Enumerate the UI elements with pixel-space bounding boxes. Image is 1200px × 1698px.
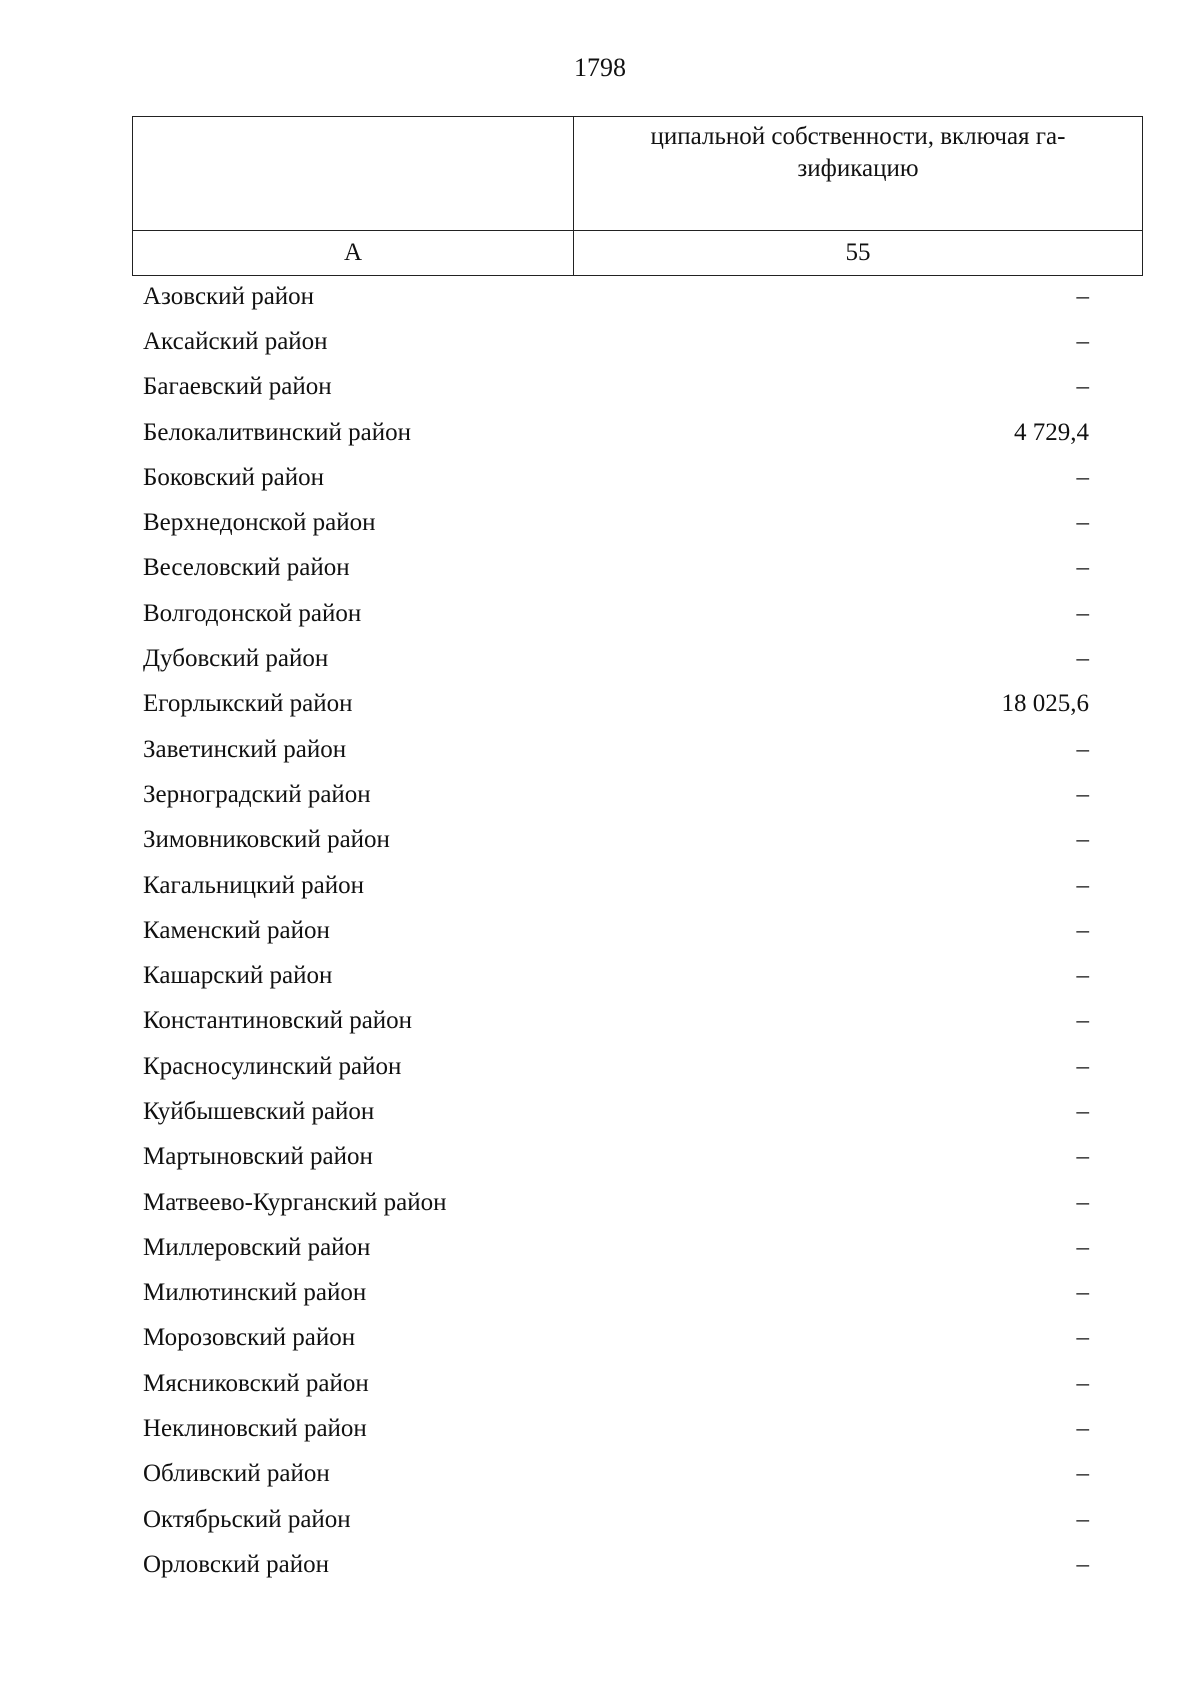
- district-value: –: [1076, 1188, 1089, 1216]
- table-row: [143, 1135, 1089, 1180]
- table-row: [143, 1406, 1089, 1451]
- district-value: –: [1076, 1279, 1089, 1307]
- column-numbers-row: [133, 231, 1143, 276]
- district-name: Боковский район: [143, 463, 324, 491]
- table-row: [143, 319, 1089, 364]
- district-value: 4 729,4: [1014, 418, 1089, 446]
- table-row: [143, 500, 1089, 545]
- district-name: Неклиновский район: [143, 1415, 367, 1443]
- district-value: –: [1076, 1550, 1089, 1578]
- district-value: –: [1076, 554, 1089, 582]
- table-row: [143, 953, 1089, 998]
- table-row: [143, 999, 1089, 1044]
- district-value: –: [1076, 1415, 1089, 1443]
- district-name: Матвеево-Курганский район: [143, 1188, 447, 1216]
- page-number: 1798: [574, 53, 626, 82]
- table-row: [143, 410, 1089, 455]
- table-row: [143, 1044, 1089, 1089]
- district-value: –: [1076, 871, 1089, 899]
- table-row: [143, 818, 1089, 863]
- district-name: Мартыновский район: [143, 1143, 373, 1171]
- district-value: –: [1076, 1324, 1089, 1352]
- table-row: [143, 365, 1089, 410]
- column-number-a: А: [133, 231, 574, 276]
- table-row: [143, 1180, 1089, 1225]
- district-name: Миллеровский район: [143, 1233, 371, 1261]
- district-name: Орловский район: [143, 1550, 329, 1578]
- district-value: –: [1076, 1097, 1089, 1125]
- district-value: –: [1076, 373, 1089, 401]
- district-value: –: [1076, 509, 1089, 537]
- table-header-row: [133, 117, 1143, 231]
- district-value: –: [1076, 735, 1089, 763]
- district-value: –: [1076, 645, 1089, 673]
- district-name: Багаевский район: [143, 373, 332, 401]
- district-name: Заветинский район: [143, 735, 347, 763]
- table-row: [143, 1542, 1089, 1587]
- table-row: [143, 863, 1089, 908]
- district-value: –: [1076, 282, 1089, 310]
- table-row: [143, 772, 1089, 817]
- table-row: [143, 727, 1089, 772]
- table-row: [143, 1225, 1089, 1270]
- district-name: Белокалитвинский район: [143, 418, 411, 446]
- header-cell-value-line-2: зификацию: [797, 155, 919, 182]
- district-value: –: [1076, 826, 1089, 854]
- table-header: [132, 116, 1143, 276]
- district-name: Егорлыкский район: [143, 690, 353, 718]
- district-name: Волгодонской район: [143, 599, 362, 627]
- district-value: –: [1076, 1505, 1089, 1533]
- table-row: [143, 682, 1089, 727]
- table-row: [143, 1089, 1089, 1134]
- district-value: –: [1076, 1052, 1089, 1080]
- district-name: Константиновский район: [143, 1007, 413, 1035]
- district-value: –: [1076, 1369, 1089, 1397]
- district-value: –: [1076, 1143, 1089, 1171]
- header-cell-value-line-1: ципальной собственности, включая га-: [650, 123, 1066, 150]
- district-name: Каменский район: [143, 916, 330, 944]
- district-name: Кашарский район: [143, 962, 333, 990]
- district-value: –: [1076, 780, 1089, 808]
- district-value: –: [1076, 916, 1089, 944]
- district-name: Милютинский район: [143, 1279, 367, 1307]
- district-name: Куйбышевский район: [143, 1097, 375, 1125]
- table-row: [143, 1361, 1089, 1406]
- table-row: [143, 546, 1089, 591]
- district-value: –: [1076, 1233, 1089, 1261]
- district-name: Октябрьский район: [143, 1505, 351, 1533]
- table-row: [143, 908, 1089, 953]
- district-name: Кагальницкий район: [143, 871, 365, 899]
- table-row: [143, 1497, 1089, 1542]
- district-value: –: [1076, 463, 1089, 491]
- district-name: Обливский район: [143, 1460, 330, 1488]
- district-list: [143, 274, 1089, 1588]
- table-row: [143, 1271, 1089, 1316]
- header-cell-name: [133, 117, 574, 231]
- district-name: Аксайский район: [143, 327, 328, 355]
- district-name: Морозовский район: [143, 1324, 356, 1352]
- table-row: [143, 274, 1089, 319]
- district-name: Зерноградский район: [143, 780, 371, 808]
- column-number-b: 55: [574, 231, 1143, 276]
- district-value: –: [1076, 1007, 1089, 1035]
- table-row: [143, 636, 1089, 681]
- district-value: –: [1076, 962, 1089, 990]
- district-name: Верхнедонской район: [143, 509, 376, 537]
- district-name: Дубовский район: [143, 645, 329, 673]
- district-value: –: [1076, 599, 1089, 627]
- district-name: Зимовниковский район: [143, 826, 390, 854]
- district-name: Красносулинский район: [143, 1052, 402, 1080]
- table-row: [143, 1316, 1089, 1361]
- district-value: –: [1076, 327, 1089, 355]
- table-row: [143, 455, 1089, 500]
- table-row: [143, 1452, 1089, 1497]
- header-cell-value: [574, 117, 1143, 231]
- district-name: Мясниковский район: [143, 1369, 369, 1397]
- district-name: Веселовский район: [143, 554, 350, 582]
- district-value: 18 025,6: [1001, 690, 1089, 718]
- district-value: –: [1076, 1460, 1089, 1488]
- district-name: Азовский район: [143, 282, 315, 310]
- table-row: [143, 591, 1089, 636]
